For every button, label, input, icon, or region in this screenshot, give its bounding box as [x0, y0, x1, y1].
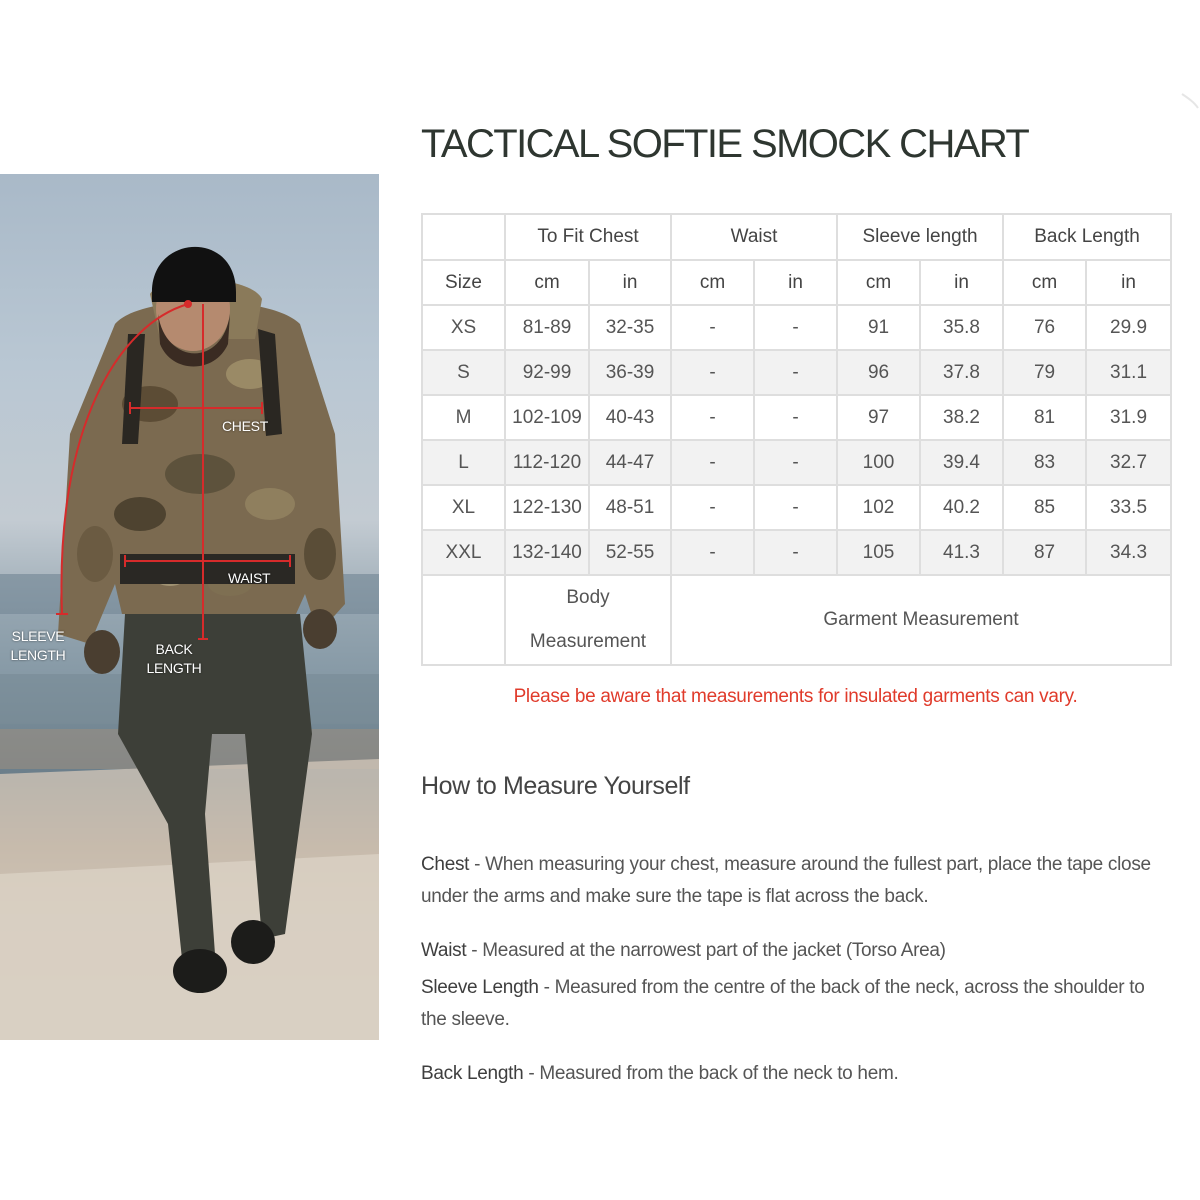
table-row: [422, 350, 1171, 395]
back-label-line1: BACK: [155, 641, 193, 657]
chest-in-cell: 32-35: [589, 305, 671, 350]
back-cm-cell: 76: [1003, 305, 1086, 350]
sleeve-in-cell: 39.4: [920, 440, 1003, 485]
unit-cm: cm: [505, 260, 589, 305]
chest-definition: [421, 849, 1161, 913]
waist-in-cell: -: [754, 440, 837, 485]
corner-cell: [422, 214, 505, 260]
definition-text: - Measured at the narrowest part of the jacket (Torso Area): [466, 940, 946, 961]
waist-cm-cell: -: [671, 485, 754, 530]
back-definition: [421, 1058, 1161, 1090]
waist-cm-cell: -: [671, 350, 754, 395]
header-waist: Waist: [671, 214, 837, 260]
body-note-line2: Measurement: [529, 631, 647, 652]
back-length-label: [138, 640, 210, 678]
chest-cm-cell: 122-130: [505, 485, 589, 530]
sleeve-cm-cell: 100: [837, 440, 920, 485]
sleeve-definition: [421, 972, 1161, 1036]
table-row: [422, 530, 1171, 575]
table-row: [422, 440, 1171, 485]
sleeve-in-cell: 41.3: [920, 530, 1003, 575]
waist-definition: [421, 935, 1161, 967]
chest-in-cell: 52-55: [589, 530, 671, 575]
waist-in-cell: -: [754, 305, 837, 350]
definition-text: - When measuring your chest, measure around the fullest part, place the tape close under the arms and make sure the tape is flat across the back.: [421, 854, 1151, 907]
sleeve-label-line2: LENGTH: [10, 647, 66, 663]
unit-in: in: [589, 260, 671, 305]
waist-in-cell: -: [754, 530, 837, 575]
unit-in: in: [754, 260, 837, 305]
chest-in-cell: 44-47: [589, 440, 671, 485]
size-cell: XS: [422, 305, 505, 350]
table-footer-row: [422, 575, 1171, 665]
chest-in-cell: 40-43: [589, 395, 671, 440]
sleeve-cm-cell: 96: [837, 350, 920, 395]
back-cm-cell: 85: [1003, 485, 1086, 530]
chest-in-cell: 36-39: [589, 350, 671, 395]
table-row: [422, 305, 1171, 350]
howto-heading: How to Measure Yourself: [421, 772, 690, 800]
sleeve-label-line1: SLEEVE: [11, 628, 65, 644]
waist-cm-cell: -: [671, 305, 754, 350]
back-in-cell: 33.5: [1086, 485, 1171, 530]
definition-text: - Measured from the centre of the back of the neck, across the shoulder to the sleeve.: [421, 977, 1145, 1030]
chest-cm-cell: 102-109: [505, 395, 589, 440]
definition-term: Back Length: [421, 1063, 524, 1084]
size-chart-table: [421, 213, 1172, 666]
unit-in: in: [920, 260, 1003, 305]
table-row: [422, 395, 1171, 440]
waist-in-cell: -: [754, 395, 837, 440]
waist-in-cell: -: [754, 485, 837, 530]
chest-in-cell: 48-51: [589, 485, 671, 530]
waist-cm-cell: -: [671, 440, 754, 485]
waist-in-cell: -: [754, 350, 837, 395]
page-title: TACTICAL SOFTIE SMOCK CHART: [421, 122, 1029, 166]
chest-cm-cell: 81-89: [505, 305, 589, 350]
sleeve-cm-cell: 91: [837, 305, 920, 350]
size-cell: M: [422, 395, 505, 440]
chest-cm-cell: 92-99: [505, 350, 589, 395]
definition-text: - Measured from the back of the neck to hem.: [523, 1063, 899, 1084]
garment-measurement-note: Garment Measurement: [671, 575, 1171, 665]
size-cell: S: [422, 350, 505, 395]
unit-in: in: [1086, 260, 1171, 305]
chest-cm-cell: 132-140: [505, 530, 589, 575]
insulation-warning: Please be aware that measurements for insulated garments can vary.: [513, 686, 1078, 707]
model-illustration: [0, 174, 379, 1040]
table-row: [422, 485, 1171, 530]
header-back: Back Length: [1003, 214, 1171, 260]
sleeve-in-cell: 38.2: [920, 395, 1003, 440]
back-cm-cell: 83: [1003, 440, 1086, 485]
waist-cm-cell: -: [671, 530, 754, 575]
sleeve-length-label: [2, 627, 74, 665]
back-cm-cell: 87: [1003, 530, 1086, 575]
definition-term: Chest: [421, 854, 470, 875]
sleeve-cm-cell: 105: [837, 530, 920, 575]
back-label-line2: LENGTH: [146, 660, 202, 676]
back-cm-cell: 81: [1003, 395, 1086, 440]
waist-label: WAIST: [228, 570, 271, 586]
unit-cm: cm: [1003, 260, 1086, 305]
body-note-line1: Body: [566, 587, 610, 608]
back-in-cell: 32.7: [1086, 440, 1171, 485]
body-measurement-note: [505, 575, 671, 665]
waist-cm-cell: -: [671, 395, 754, 440]
size-cell: L: [422, 440, 505, 485]
back-in-cell: 29.9: [1086, 305, 1171, 350]
size-cell: XL: [422, 485, 505, 530]
back-in-cell: 31.1: [1086, 350, 1171, 395]
sleeve-in-cell: 35.8: [920, 305, 1003, 350]
sleeve-cm-cell: 97: [837, 395, 920, 440]
model-photo: [0, 174, 379, 1040]
chest-label: CHEST: [222, 418, 268, 434]
sleeve-in-cell: 40.2: [920, 485, 1003, 530]
back-cm-cell: 79: [1003, 350, 1086, 395]
size-cell: XXL: [422, 530, 505, 575]
sleeve-in-cell: 37.8: [920, 350, 1003, 395]
unit-cm: cm: [837, 260, 920, 305]
definition-term: Sleeve Length: [421, 977, 539, 998]
back-in-cell: 34.3: [1086, 530, 1171, 575]
sleeve-cm-cell: 102: [837, 485, 920, 530]
header-chest: To Fit Chest: [505, 214, 671, 260]
header-size: Size: [422, 260, 505, 305]
unit-cm: cm: [671, 260, 754, 305]
corner-curl-icon: [1180, 92, 1200, 112]
chest-cm-cell: 112-120: [505, 440, 589, 485]
back-in-cell: 31.9: [1086, 395, 1171, 440]
footer-empty-cell: [422, 575, 505, 665]
definition-term: Waist: [421, 940, 467, 961]
header-sleeve: Sleeve length: [837, 214, 1003, 260]
